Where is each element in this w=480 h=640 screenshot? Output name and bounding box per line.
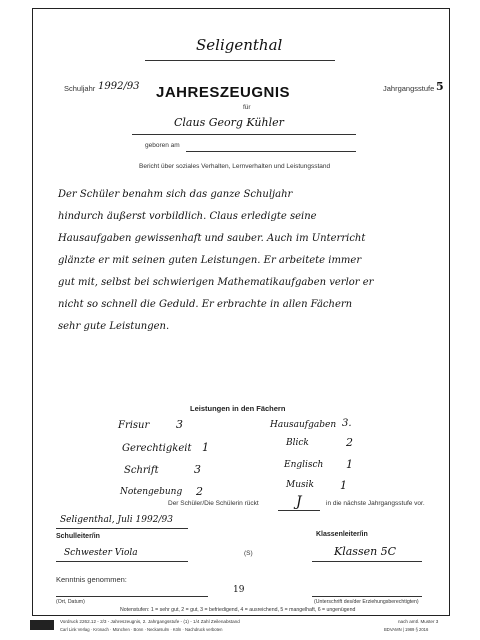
- report-line: glänzte er mit seinen guten Leistungen. Er arbeitete immer: [58, 255, 362, 266]
- schulleiter-rule: [56, 561, 188, 562]
- ort-datum-rule: [56, 596, 208, 597]
- grade-value: 2: [346, 436, 353, 449]
- grade-value: 1: [340, 479, 347, 492]
- fuer-label: für: [243, 104, 251, 111]
- grade-subject: Schrift: [124, 465, 159, 476]
- kenntnis-label: Kenntnis genommen:: [56, 575, 127, 584]
- document-title: JAHRESZEUGNIS: [156, 84, 291, 101]
- report-line: Hausaufgaben gewissenhaft und sauber. Auch im Unterricht: [58, 233, 366, 244]
- seal-label: (S): [244, 550, 253, 557]
- report-line: sehr gute Leistungen.: [58, 321, 170, 332]
- klassenleiter-rule: [312, 561, 422, 562]
- report-line: hindurch äußerst vorbildlich. Claus erledigte seine: [58, 211, 317, 222]
- unterschrift-rule: [312, 596, 422, 597]
- grade-value: 1: [202, 441, 209, 454]
- publisher-logo-icon: [30, 620, 54, 630]
- grade-subject: Musik: [286, 480, 314, 490]
- report-text: [58, 184, 373, 338]
- footer-left-line2: Carl Link Verlag · Kronach · München · Bonn · Neckarsulm · Köln · Nachdruck verboten: [60, 627, 223, 632]
- report-line: gut mit, selbst bei schwierigen Mathematikaufgaben verlor er: [58, 277, 374, 288]
- geboren-rule: [186, 151, 356, 152]
- schuljahr-label: Schuljahr: [64, 84, 96, 93]
- schuljahr-value: 1992/93: [98, 81, 140, 92]
- jahrgangsstufe-label: Jahrgangsstufe: [383, 84, 435, 93]
- name-rule: [132, 134, 356, 135]
- report-line: nicht so schnell die Geduld. Er erbrachte in allen Fächern: [58, 299, 353, 310]
- grade-subject: Gerechtigkeit: [122, 443, 192, 454]
- report-line: Der Schüler benahm sich das ganze Schuljahr: [58, 189, 293, 200]
- grade-value: 1: [346, 458, 353, 471]
- klassenleiter-signature: Klassen 5C: [334, 545, 397, 558]
- page-number: 19: [233, 585, 245, 595]
- grade-value: 3.: [342, 418, 352, 429]
- schulleiter-signature: Schwester Viola: [64, 548, 138, 558]
- advance-rule: [278, 510, 320, 511]
- grade-subject: Notengebung: [120, 487, 183, 497]
- unterschrift-label: (Unterschrift des/der Erziehungsberechtigten): [314, 599, 419, 605]
- footer-right-line1: nach amtl. Muster 3: [398, 619, 439, 624]
- grade-value: 2: [196, 485, 203, 498]
- grade-subject: Frisur: [118, 420, 150, 431]
- school-rule: [145, 60, 335, 61]
- grade-subject: Hausaufgaben: [270, 420, 337, 430]
- footer-left-line1: Vordruck 2262.12 - 2/3 - Jahreszeugnis, 2. Jahrgangsstufe - (1) - 1/4 Zahl Zeilenabstand: [60, 619, 240, 624]
- grades-heading: Leistungen in den Fächern: [190, 404, 286, 413]
- grade-subject: Blick: [286, 438, 309, 448]
- grade-value: 3: [176, 418, 183, 431]
- advance-prefix: Der Schüler/Die Schülerin rückt: [168, 500, 259, 507]
- klassenleiter-label: Klassenleiter/in: [316, 531, 368, 538]
- school-name: Seligenthal: [196, 36, 283, 54]
- grade-value: 3: [194, 463, 201, 476]
- bericht-label: Bericht über soziales Verhalten, Lernverhalten und Leistungsstand: [139, 163, 331, 170]
- notenstufen: Notenstufen: 1 = sehr gut, 2 = gut, 3 = befriedigend, 4 = ausreichend, 5 = mangelhaft, 6 = ungenügend: [120, 607, 356, 613]
- schulleiter-label: Schulleiter/in: [56, 533, 100, 540]
- advance-mark: J: [296, 494, 302, 510]
- place-date: Seligenthal, Juli 1992/93: [60, 515, 173, 525]
- student-name: Claus Georg Kühler: [174, 116, 284, 129]
- ort-datum-label: (Ort, Datum): [56, 599, 85, 605]
- geboren-label: geboren am: [145, 142, 180, 149]
- jahrgangsstufe-value: 5: [436, 80, 444, 93]
- place-date-rule: [56, 528, 188, 529]
- grade-subject: Englisch: [284, 460, 324, 470]
- advance-suffix: in die nächste Jahrgangsstufe vor.: [326, 500, 425, 507]
- footer-right-line2: BDVAMN | 1989 § 2016: [384, 627, 429, 632]
